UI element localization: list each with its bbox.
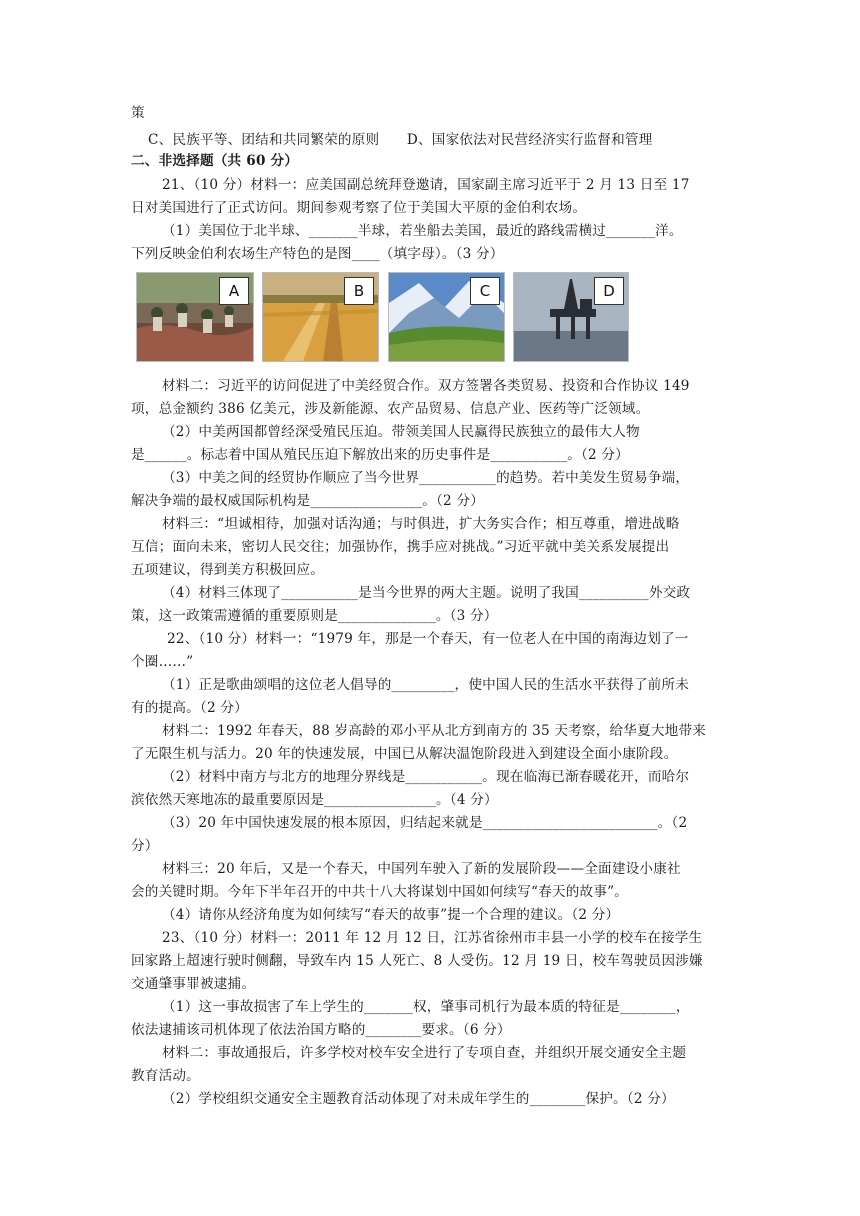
image-label: D — [594, 277, 624, 305]
option-line: C、民族平等、团结和共同繁荣的原则 D、国家依法对民营经济实行监督和管理 — [148, 132, 653, 148]
text-line: 回家路上超速行驶时侧翻，导致车内 15 人死亡、8 人受伤。12 月 19 日，校车驾驶员因涉嫌 — [131, 953, 703, 969]
text-line: 下列反映金伯利农场生产特色的是图____（填字母）。（3 分） — [131, 246, 504, 262]
question-22-intro: 22、（10 分）材料一：“1979 年，那是一个春天，有一位老人在中国的南海边划了一 — [167, 631, 689, 647]
text-line: 交通肇事罪被逮捕。 — [131, 976, 256, 992]
question-22-part-3: （3）20 年中国快速发展的根本原因，归结起来就是_________________________。（2 — [162, 815, 688, 831]
image-label: C — [470, 277, 500, 305]
text-line: 项，总金额约 386 亿美元，涉及新能源、农产品贸易、信息产业、医药等广泛领域。 — [131, 401, 650, 417]
text-line: 材料三：20 年后，又是一个春天，中国列车驶入了新的发展阶段——全面建设小康社 — [162, 861, 681, 877]
image-option-a — [136, 272, 254, 362]
text-line: 有的提高。（2 分） — [131, 700, 248, 716]
text-line: 个圈……” — [131, 654, 194, 670]
text-line: 教育活动。 — [131, 1068, 200, 1084]
question-23-intro: 23、（10 分）材料一：2011 年 12 月 12 日，江苏省徐州市丰县一小学的校车在接学生 — [162, 930, 703, 946]
question-23-part-1: （1）这一事故损害了车上学生的_______权，肇事司机行为最本质的特征是________， — [162, 999, 690, 1015]
text-line: 材料二：事故通报后，许多学校对校车安全进行了专项自查，并组织开展交通安全主题 — [162, 1045, 687, 1061]
text-line: 材料二：习近平的访问促进了中美经贸合作。双方签署各类贸易、投资和合作协议 149 — [162, 378, 690, 394]
text-line: 滨依然天寒地冻的最重要原因是________________。（4 分） — [131, 792, 498, 808]
text-line: 解决争端的最权威国际机构是________________。（2 分） — [131, 493, 485, 509]
image-option-d — [513, 272, 629, 362]
question-21-part-3: （3）中美之间的经贸协作顺应了当今世界___________的趋势。若中美发生贸易争端， — [162, 470, 690, 486]
question-21-part-4: （4）材料三体现了___________是当今世界的两大主题。说明了我国__________外交政 — [162, 585, 691, 601]
text-line: 是______。标志着中国从殖民压迫下解放出来的历史事件是___________。（2 分） — [131, 447, 629, 463]
text-line: 依法逮捕该司机体现了依法治国方略的________要求。（6 分） — [131, 1022, 511, 1038]
question-21-part-2: （2）中美两国都曾经深受殖民压迫。带领美国人民赢得民族独立的最伟大人物 — [162, 424, 640, 440]
question-22-part-4: （4）请你从经济角度为如何续写“春天的故事”提一个合理的建议。（2 分） — [162, 907, 620, 923]
question-21-intro: 21、（10 分）材料一：应美国副总统拜登邀请，国家副主席习近平于 2 月 13 日至 17 — [162, 177, 690, 193]
question-21-part-1: （1）美国位于北半球、_______半球，若坐船去美国，最近的路线需横过_______洋。 — [162, 223, 683, 239]
text-line: 日对美国进行了正式访问。期间参观考察了位于美国大平原的金伯利农场。 — [131, 200, 587, 216]
text-line: 策 — [131, 105, 145, 121]
text-line: 五项建议，得到美方积极回应。 — [131, 562, 325, 578]
text-line: 策，这一政策需遵循的重要原则是______________。（3 分） — [131, 608, 498, 624]
text-line: 会的关键时期。今年下半年召开的中共十八大将谋划中国如何续写“春天的故事”。 — [131, 884, 629, 900]
text-line: 材料三：“坦诚相待，加强对话沟通；与时俱进，扩大务实合作；相互尊重，增进战略 — [162, 516, 680, 532]
question-22-part-1: （1）正是歌曲颂唱的这位老人倡导的_________，使中国人民的生活水平获得了前所未 — [162, 677, 690, 693]
image-label: B — [344, 277, 374, 305]
text-line: 材料二：1992 年春天，88 岁高龄的邓小平从北方到南方的 35 天考察，给华夏大地带来 — [162, 723, 707, 739]
image-option-c — [388, 272, 505, 362]
section-heading: 二、非选择题（共 60 分） — [131, 153, 299, 169]
text-line: 了无限生机与活力。20 年的快速发展，中国已从解决温饱阶段进入到建设全面小康阶段。 — [131, 746, 678, 762]
question-22-part-2: （2）材料中南方与北方的地理分界线是___________。现在临海已渐春暖花开，而哈尔 — [162, 769, 690, 785]
question-23-part-2: （2）学校组织交通安全主题教育活动体现了对未成年学生的________保护。（2 分） — [162, 1091, 675, 1107]
text-line: 互信；面向未来，密切人民交往；加强协作，携手应对挑战。”习近平就中美关系发展提出 — [131, 539, 670, 555]
text-line: 分） — [131, 838, 159, 854]
image-option-b — [262, 272, 379, 362]
image-label: A — [219, 277, 249, 305]
